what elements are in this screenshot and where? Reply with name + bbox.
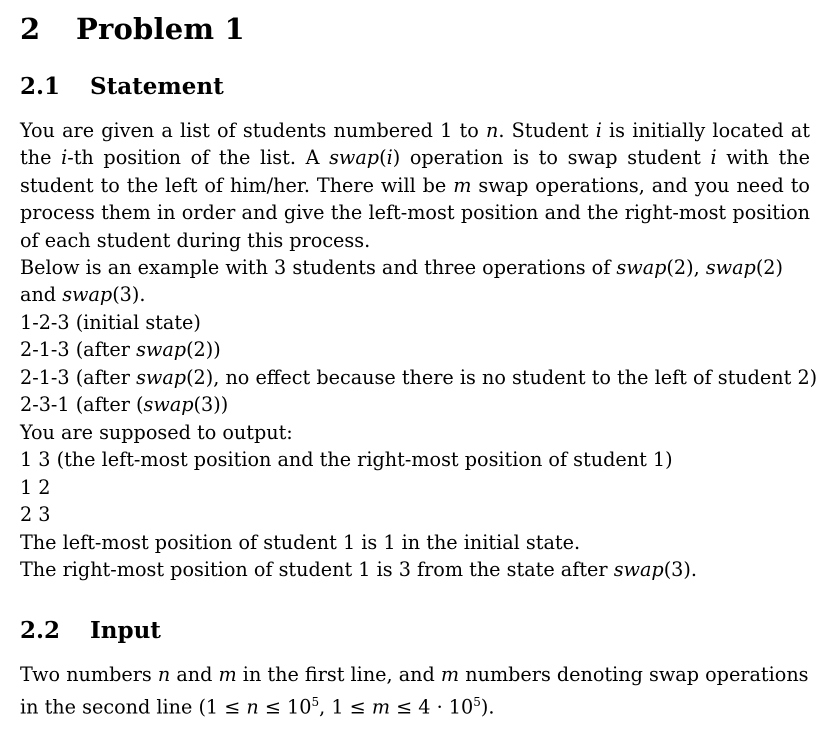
text-run: (2) <box>755 256 783 279</box>
math-var: m <box>371 695 391 719</box>
subsection-title: Statement <box>90 73 224 100</box>
math-var: i <box>61 146 68 170</box>
text-run: . Student <box>498 119 596 142</box>
math-exponent: 5 <box>311 695 320 709</box>
subsection-title: Input <box>90 617 161 644</box>
math-var: n <box>157 663 171 686</box>
subsection-heading-statement <box>20 73 224 100</box>
text-run: (3). <box>663 558 697 581</box>
math-var: m <box>453 173 472 197</box>
math-func: swap <box>62 283 113 306</box>
note-line <box>20 556 697 583</box>
input-line <box>20 689 494 721</box>
math-func: swap <box>616 256 667 279</box>
math-exponent: 5 <box>473 695 481 709</box>
text-run: with the student to the left of him/her. There will be <box>20 146 810 197</box>
state-line <box>20 391 228 418</box>
section-heading <box>20 12 245 46</box>
subsection-number: 2.1 <box>20 73 61 100</box>
example-intro-line-2 <box>20 281 145 308</box>
example-intro-line <box>20 254 783 281</box>
math-func: swap <box>136 338 187 361</box>
math-var: m <box>218 663 237 686</box>
text-run: 2-1-3 (after <box>20 366 137 389</box>
text-run: in the second line (1 ≤ <box>20 695 247 719</box>
text-run: ≤ 10 <box>258 695 312 719</box>
math-var: i <box>595 119 602 142</box>
math-var: m <box>440 663 460 686</box>
text-run: ≤ 4 · 10 <box>390 695 474 719</box>
math-var: n <box>485 119 499 142</box>
output-intro-line: You are supposed to output: <box>20 421 293 444</box>
subsection-heading-input <box>20 617 161 644</box>
math-var: n <box>246 695 259 719</box>
math-func: swap <box>329 146 380 170</box>
text-run: ( <box>379 146 387 170</box>
math-func: swap <box>613 558 664 581</box>
text-run: 2-1-3 (after <box>20 338 137 361</box>
state-line <box>20 364 817 391</box>
output-line: 1 3 (the left-most position and the right-most position of student 1) <box>20 448 673 471</box>
text-run: is initially located at the <box>20 119 810 170</box>
text-run: (2), <box>666 256 706 279</box>
text-run: 1-2-3 (initial state) <box>20 311 201 334</box>
text-run: Below is an example with 3 students and three operations of <box>20 256 617 279</box>
math-func: swap <box>705 256 756 279</box>
section-number: 2 <box>20 12 41 46</box>
text-run: , 1 ≤ <box>319 695 372 719</box>
input-line <box>20 661 809 688</box>
text-run: (3). <box>112 283 146 306</box>
text-run: in the first line, and <box>236 663 441 686</box>
statement-intro-paragraph <box>20 117 810 254</box>
text-run: 2-3-1 (after ( <box>20 393 144 416</box>
text-run: and <box>20 283 63 306</box>
state-line <box>20 309 201 336</box>
section-title: Problem 1 <box>76 12 245 46</box>
text-run: You are given a list of students numbered 1 to <box>20 119 486 142</box>
note-line <box>20 529 580 556</box>
text-run: The right-most position of student 1 is 3 from the state after <box>20 558 614 581</box>
text-run: (3)) <box>193 393 229 416</box>
text-run: (2), no effect because there is no student to the left of student 2) <box>186 366 818 389</box>
text-run: -th position of the list. A <box>67 146 330 170</box>
text-run: ). <box>480 695 495 719</box>
text-run: ) operation is to swap student <box>392 146 711 170</box>
math-func: swap <box>143 393 194 416</box>
text-run: The left-most position of student 1 is 1 in the initial state. <box>20 531 581 554</box>
text-run: Two numbers <box>20 663 158 686</box>
subsection-number: 2.2 <box>20 617 61 644</box>
output-line: 2 3 <box>20 503 51 526</box>
text-run: swap operations, and you need to process them in order and give the left-most position and the right-most position of each student during this process. <box>20 173 810 252</box>
text-run: and <box>170 663 219 686</box>
text-run: (2)) <box>186 338 221 361</box>
text-run: numbers denoting swap operations <box>459 663 809 686</box>
output-line: 1 2 <box>20 476 51 499</box>
math-var: i <box>386 146 393 170</box>
math-func: swap <box>136 366 187 389</box>
state-line <box>20 336 221 363</box>
math-var: i <box>710 146 717 170</box>
